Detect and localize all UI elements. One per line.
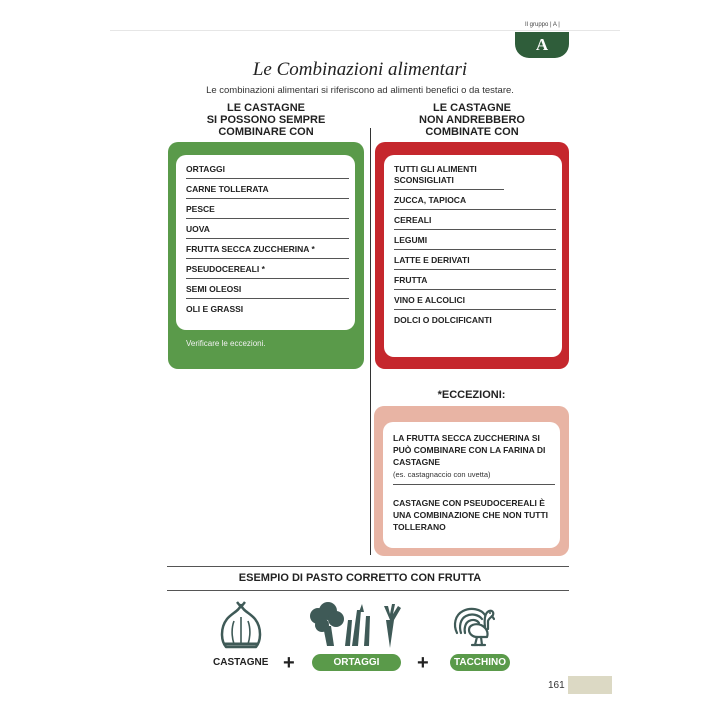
- example-rule-top: [167, 566, 569, 567]
- exception-text: LA FRUTTA SECCA ZUCCHERINA SI PUÒ COMBINARE CON LA FARINA DI CASTAGNE: [393, 433, 546, 467]
- page-subtitle: Le combinazioni alimentari si riferiscono ad alimenti benefici o da testare.: [206, 85, 514, 96]
- left-heading-line: SI POSSONO SEMPRE: [206, 114, 326, 126]
- example-item-vegetables: ORTAGGI: [312, 654, 401, 671]
- list-item: LEGUMI: [394, 235, 556, 250]
- list-item: LATTE E DERIVATI: [394, 255, 556, 270]
- list-item: VINO E ALCOLICI: [394, 295, 556, 310]
- right-heading-line: COMBINATE CON: [425, 126, 519, 138]
- allowed-list: [186, 164, 349, 323]
- left-heading-line: LE CASTAGNE: [226, 102, 306, 114]
- list-item: FRUTTA SECCA ZUCCHERINA *: [186, 244, 349, 259]
- example-title: ESEMPIO DI PASTO CORRETTO CON FRUTTA: [238, 572, 482, 584]
- right-heading-line: LE CASTAGNE: [432, 102, 512, 114]
- column-divider: [370, 128, 371, 555]
- list-item: ORTAGGI: [186, 164, 349, 179]
- exceptions-note: Verificare le eccezioni.: [186, 339, 266, 348]
- group-label: Il gruppo | A |: [525, 22, 560, 28]
- list-item: OLI E GRASSI: [186, 304, 244, 314]
- list-item: DOLCI O DOLCIFICANTI: [394, 315, 492, 325]
- exception-item: CASTAGNE CON PSEUDOCEREALI È UNA COMBINAZIONE CHE NON TUTTI TOLLERANO: [393, 498, 549, 532]
- page-number: 161: [548, 680, 565, 691]
- exceptions-title: *ECCEZIONI:: [437, 389, 506, 401]
- right-column-heading: [375, 102, 569, 138]
- avoid-list: [394, 164, 556, 334]
- page-title: Le Combinazioni alimentari: [252, 59, 468, 80]
- list-item: TUTTI GLI ALIMENTI SCONSIGLIATI: [394, 164, 504, 190]
- list-item: ZUCCA, TAPIOCA: [394, 195, 556, 210]
- list-item: SEMI OLEOSI: [186, 284, 349, 299]
- left-column-heading: [168, 102, 364, 138]
- example-item-chestnuts: CASTAGNE: [213, 657, 269, 668]
- right-heading-line: NON ANDREBBERO: [419, 114, 525, 126]
- plus-sign: +: [417, 652, 429, 674]
- page-tab: [568, 676, 612, 694]
- header-rule: [110, 30, 620, 31]
- exception-example: (es. castagnaccio con uvetta): [393, 470, 491, 479]
- list-item: CARNE TOLLERATA: [186, 184, 349, 199]
- example-rule-bottom: [167, 590, 569, 591]
- list-item: UOVA: [186, 224, 349, 239]
- example-item-turkey: TACCHINO: [450, 654, 510, 671]
- turkey-icon: [451, 603, 495, 649]
- exception-item: [393, 432, 555, 485]
- plus-sign: +: [283, 652, 295, 674]
- vegetables-icon: [306, 600, 408, 650]
- turkey-eye: [489, 612, 491, 614]
- list-item: CEREALI: [394, 215, 556, 230]
- list-item: FRUTTA: [394, 275, 556, 290]
- left-heading-line: COMBINARE CON: [218, 126, 314, 138]
- group-tab: A: [515, 32, 569, 58]
- chestnut-icon: [216, 599, 266, 651]
- list-item: PESCE: [186, 204, 349, 219]
- list-item: PSEUDOCEREALI *: [186, 264, 349, 279]
